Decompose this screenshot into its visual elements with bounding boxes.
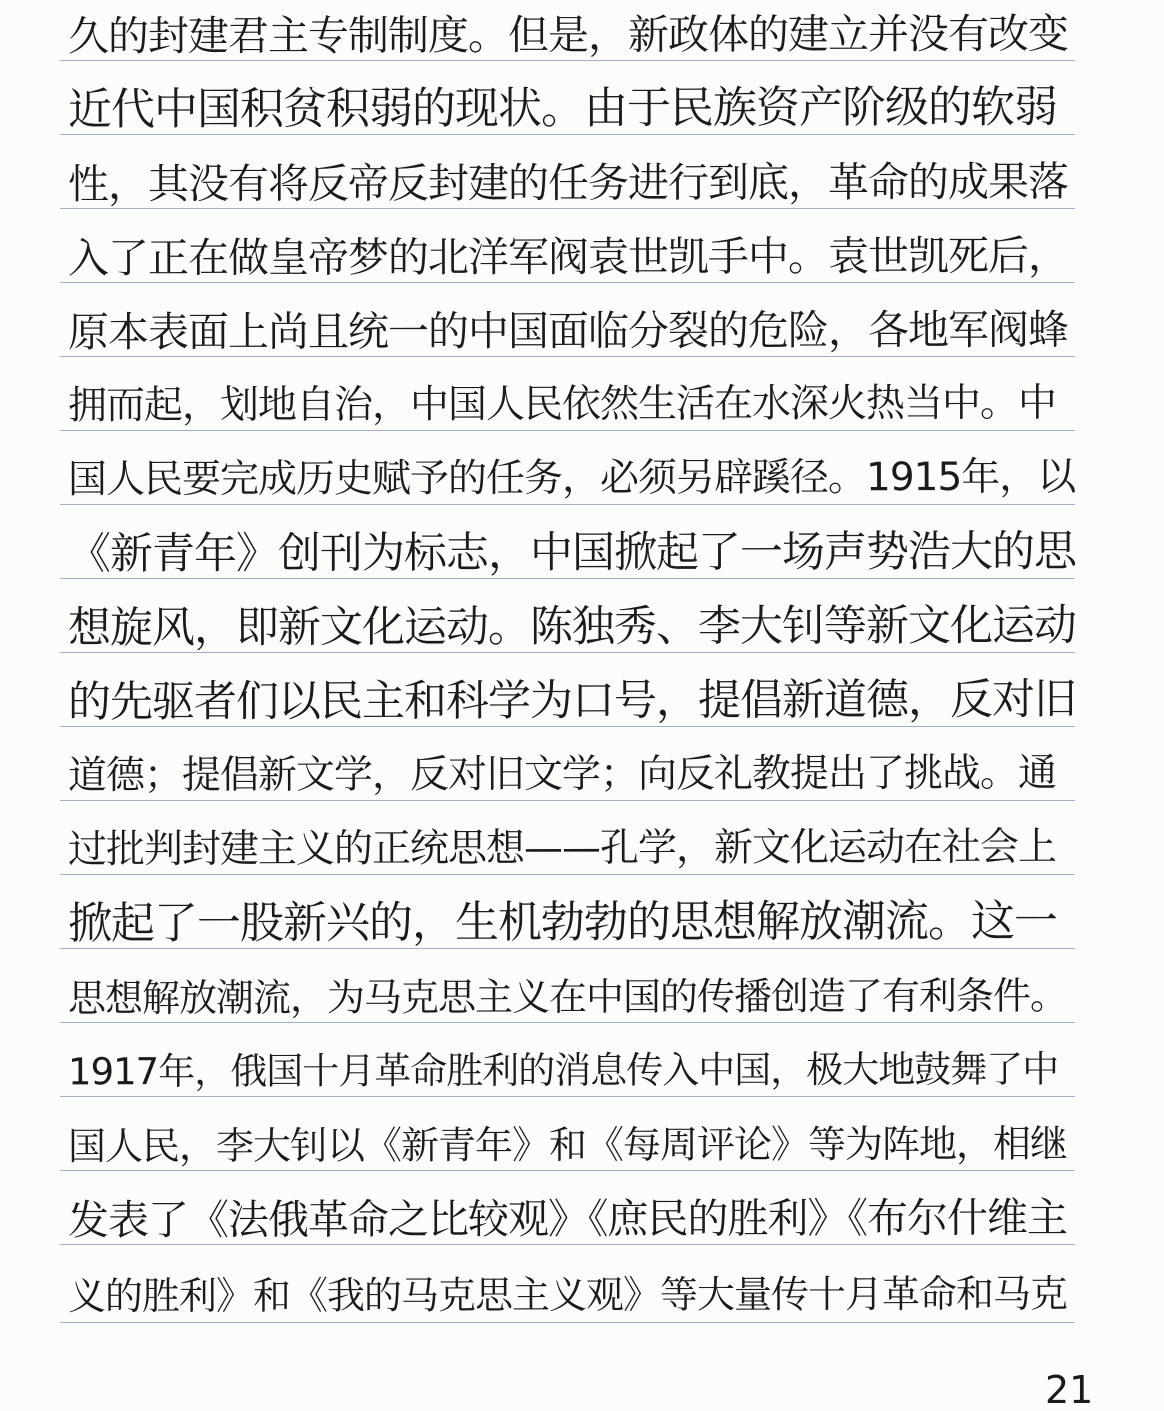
- handwritten-line: 性，其没有将反帝反封建的任务进行到底，革命的成果落: [67, 157, 1069, 209]
- handwritten-line: 发表了《法俄革命之比较观》《庶民的胜利》《布尔什维主: [67, 1193, 1068, 1245]
- handwritten-line: 久的封建君主专制制度。但是，新政体的建立并没有改变: [67, 9, 1069, 61]
- handwritten-line: 过批判封建主义的正统思想——孔学，新文化运动在社会上: [67, 824, 1057, 873]
- handwritten-line: 想旋风，即新文化运动。陈独秀、李大钊等新文化运动: [67, 600, 1077, 654]
- handwritten-line: 的先驱者们以民主和科学为口号，提倡新道德，反对旧: [67, 674, 1077, 728]
- handwritten-line: 原本表面上尚且统一的中国面临分裂的危险，各地军阀蜂: [67, 305, 1069, 357]
- handwritten-line: 义的胜利》和《我的马克思主义观》等大量传十月革命和马克: [67, 1271, 1068, 1319]
- page-number: 21: [1045, 1368, 1094, 1411]
- handwritten-line: 国人民，李大钊以《新青年》和《每周评论》等为阵地，相继: [67, 1121, 1068, 1169]
- handwritten-line: 拥而起，划地自治，中国人民依然生活在水深火热当中。中: [67, 380, 1057, 429]
- handwritten-line: 思想解放潮流，为马克思主义在中国的传播创造了有利条件。: [67, 973, 1068, 1021]
- handwritten-line: 道德；提倡新文学，反对旧文学；向反礼教提出了挑战。通: [67, 750, 1057, 799]
- handwritten-line: 掀起了一股新兴的，生机勃勃的思想解放潮流。这一: [67, 895, 1058, 950]
- handwritten-line: 国人民要完成历史赋予的任务，必须另辟蹊径。1915年，以: [67, 454, 1076, 503]
- handwritten-line: 1917年，俄国十月革命胜利的消息传入中国，极大地鼓舞了中: [67, 1047, 1059, 1094]
- handwritten-line: 近代中国积贫积弱的现状。由于民族资产阶级的软弱: [67, 81, 1058, 136]
- handwritten-line: 入了正在做皇帝梦的北洋军阀袁世凯手中。袁世凯死后，: [67, 231, 1069, 283]
- handwritten-line: 《新青年》创刊为标志，中国掀起了一场声势浩大的思: [67, 526, 1077, 580]
